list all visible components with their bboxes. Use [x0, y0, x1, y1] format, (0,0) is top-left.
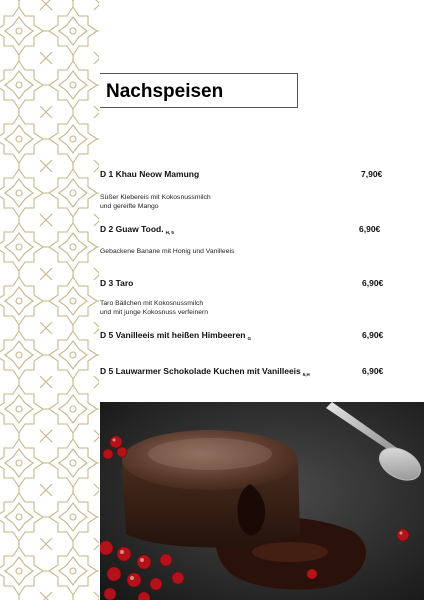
menu-item-name [100, 224, 174, 235]
menu-item-price: 6,90€ [362, 330, 384, 340]
allergen-code: 5,H [302, 372, 310, 377]
lava-cake-photo [100, 402, 424, 600]
desc-line: und mit junge Kokosnuss verfeinern [100, 309, 209, 316]
menu-item-name [100, 366, 310, 377]
desc-line: Gebackene Banane mit Honig und Vanilleeis [100, 248, 235, 255]
menu-item-name [100, 330, 251, 341]
menu-item-price: 6,90€ [362, 278, 384, 288]
menu-item-price: 6,90€ [359, 224, 381, 234]
desc-line: Süßer Klebereis mit Kokosnussmilch [100, 194, 211, 201]
menu-item-desc [100, 247, 234, 256]
allergen-code: H, 5 [165, 230, 174, 235]
chocolate-cake [122, 430, 300, 548]
menu-item-price: 6,90€ [362, 366, 384, 376]
item-name-text: D 2 Guaw Tood. [100, 224, 164, 234]
item-name-text: D 5 Lauwarmer Schokolade Kuchen mit Vanilleeis [100, 366, 301, 376]
item-name-text: D 1 Khau Neow Mamung [100, 169, 200, 179]
title-box [100, 73, 298, 108]
desc-line: Taro Bällchen mit Kokosnussmilch [100, 300, 204, 307]
ornament-pattern [0, 0, 99, 600]
page-title: Nachspeisen [106, 81, 224, 102]
menu-item-name [100, 169, 199, 179]
allergen-code: G [247, 336, 252, 341]
menu-item-price: 7,90€ [361, 169, 383, 179]
menu-item-desc [100, 299, 208, 317]
menu-item-desc [100, 193, 211, 211]
desc-line: und gereifte Mango [100, 203, 159, 210]
item-name-text: D 5 Vanilleeis mit heißen Himbeeren [100, 330, 246, 340]
menu-item-name [100, 278, 133, 288]
item-name-text: D 3 Taro [100, 278, 134, 288]
